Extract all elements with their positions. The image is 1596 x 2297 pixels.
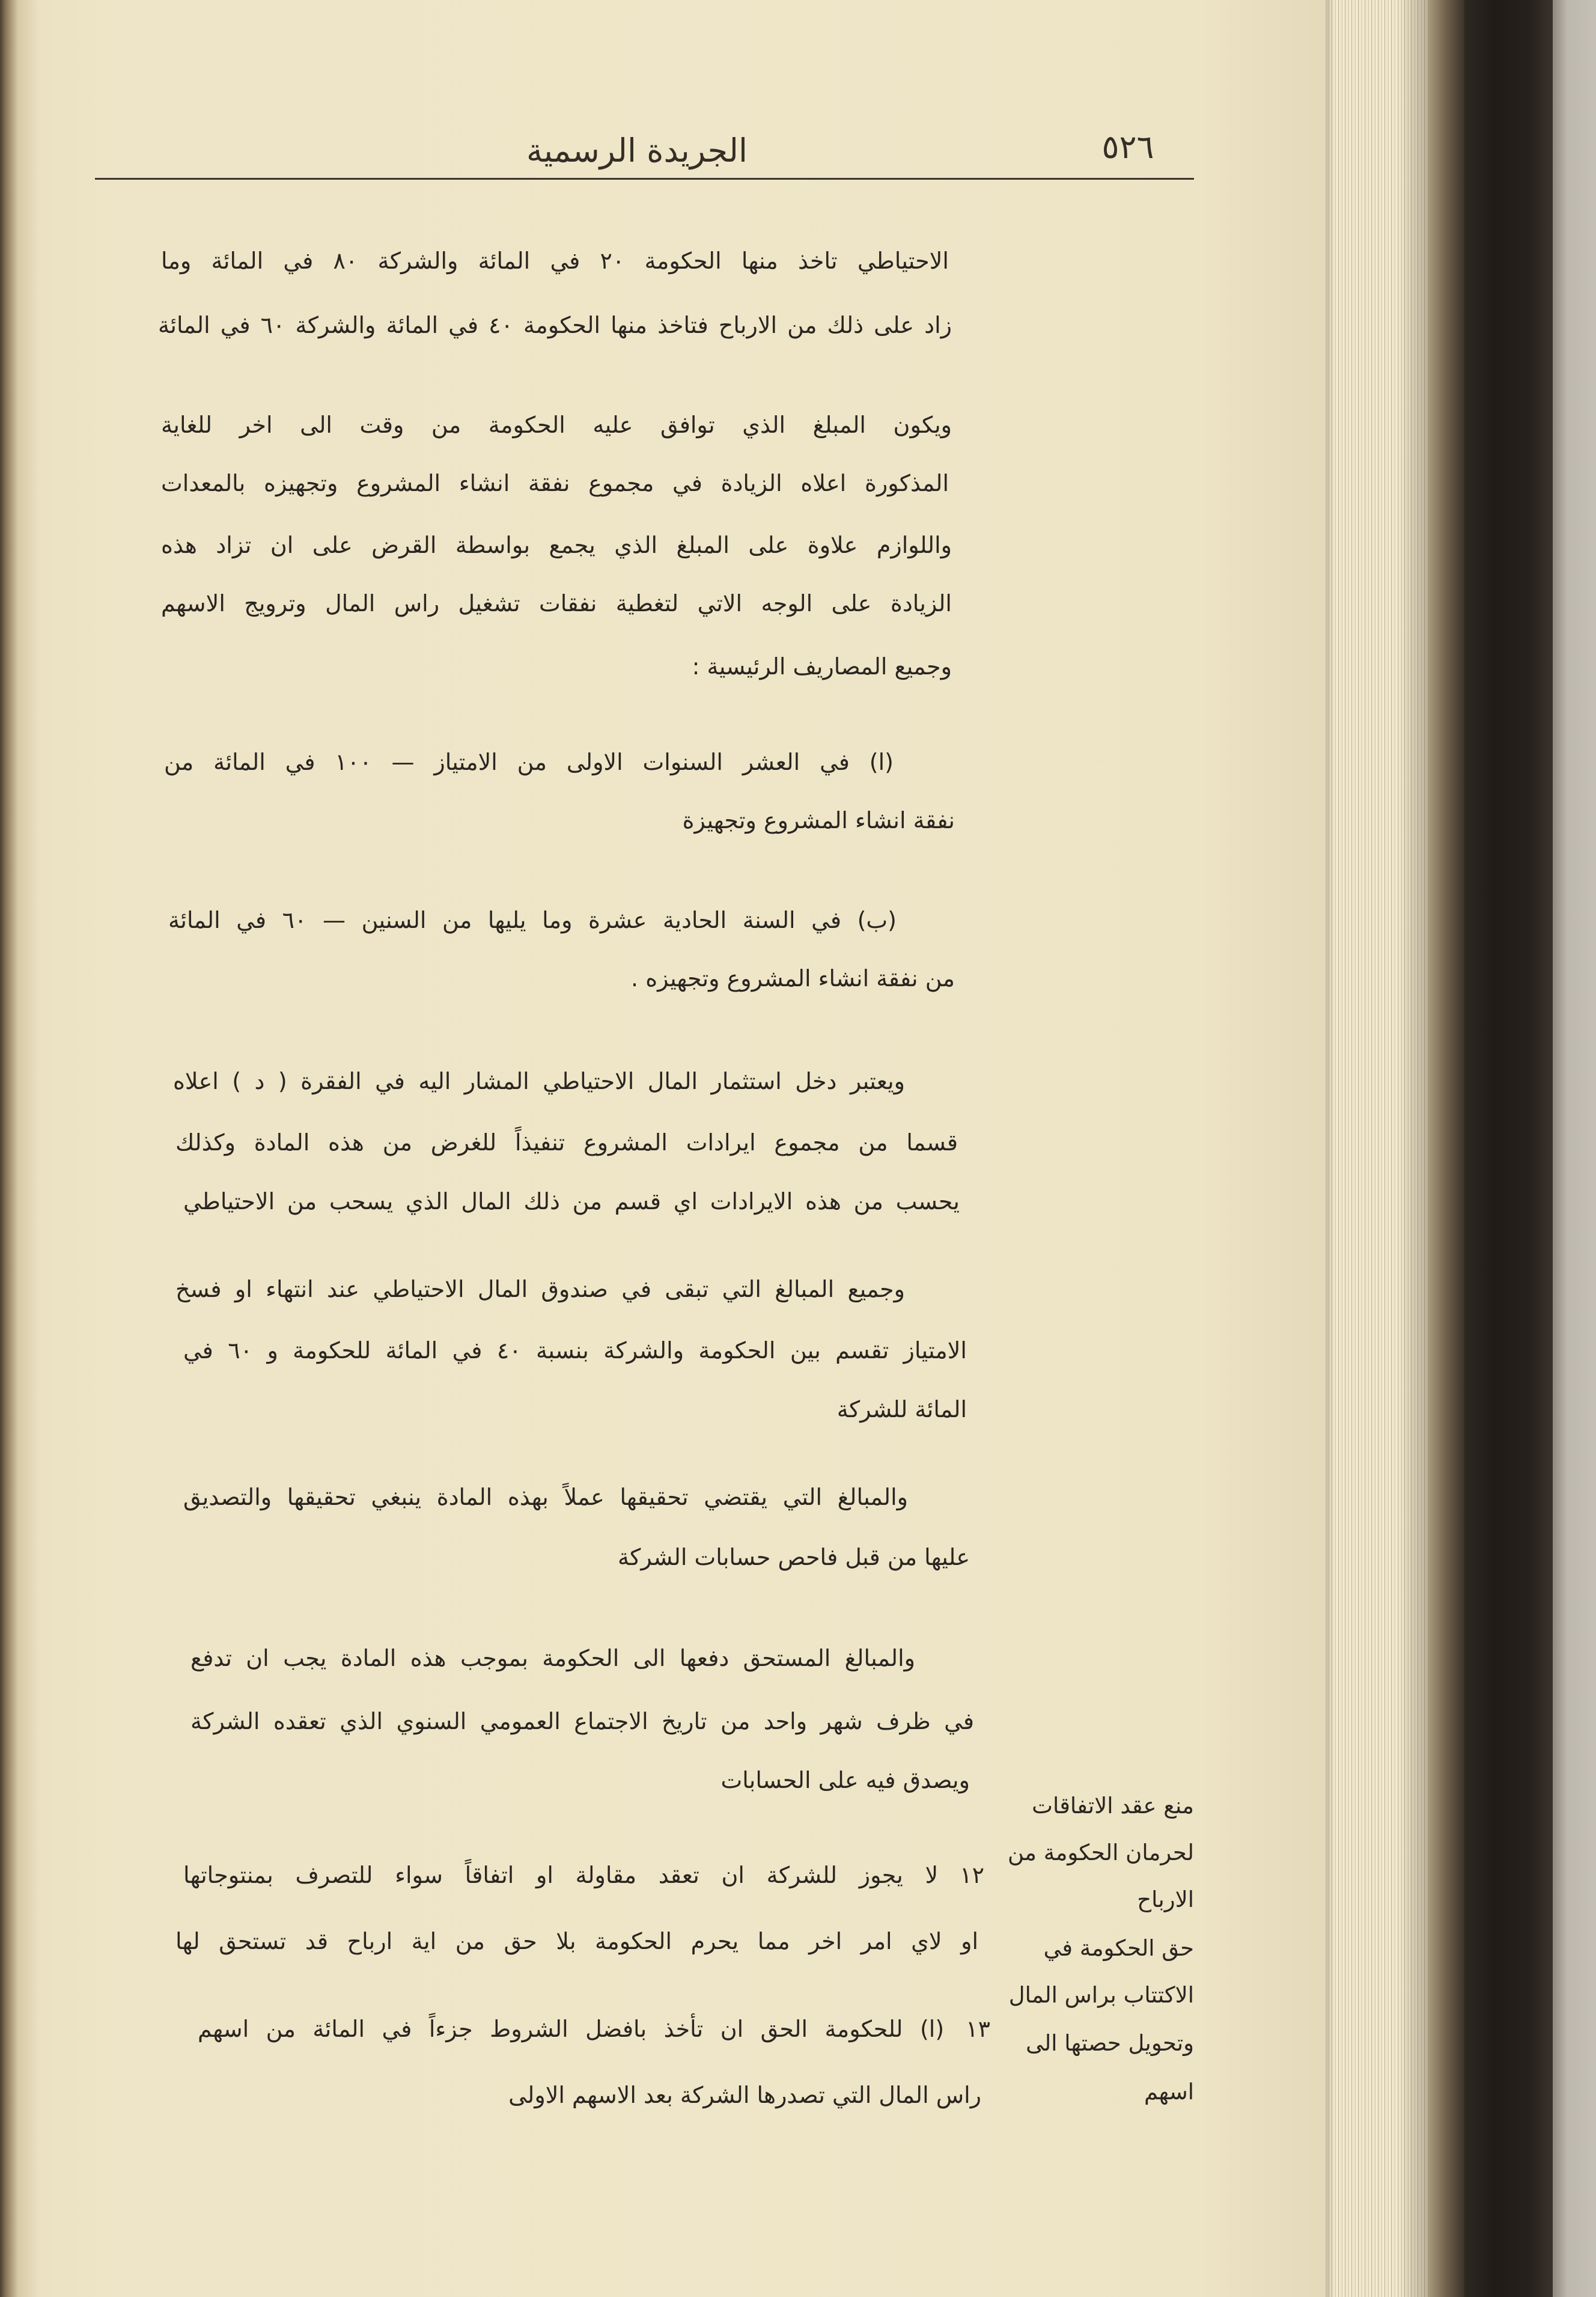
margin-note-line bbox=[999, 1783, 1194, 1829]
running-header-title: الجريدة الرسمية bbox=[526, 132, 748, 169]
line-text: الاحتياطي تاخذ منها الحكومة ٢٠ في المائة والشركة ٨٠ في المائة وما bbox=[161, 248, 949, 274]
line-text: (ا) في العشر السنوات الاولى من الامتياز — ١٠٠ في المائة من bbox=[164, 749, 894, 775]
text-line bbox=[161, 232, 949, 290]
text-line bbox=[186, 1528, 970, 1586]
text-line bbox=[161, 516, 952, 574]
line-text: ويصدق فيه على الحسابات bbox=[720, 1767, 970, 1793]
line-text: الامتياز تقسم بين الحكومة والشركة بنسبة ٤٠ في المائة للحكومة و ٦٠ في bbox=[183, 1337, 967, 1364]
margin-note-line bbox=[999, 2020, 1194, 2067]
margin-note-line bbox=[999, 1876, 1194, 1923]
page-number: ٥٢٦ bbox=[1101, 128, 1154, 166]
line-text: وجميع المصاريف الرئيسية : bbox=[692, 653, 952, 680]
article-text: لا يجوز للشركة ان تعقد مقاولة او اتفاقاً سواء للتصرف بمنتوجاتها bbox=[183, 1862, 939, 1888]
text-line bbox=[164, 792, 955, 849]
margin-note-text: اسهم bbox=[1144, 2079, 1194, 2105]
line-text: ويكون المبلغ الذي توافق عليه الحكومة من وقت الى اخر للغاية bbox=[161, 412, 952, 438]
line-text: واللوازم علاوة على المبلغ الذي يجمع بواسطة القرض على ان تزاد هذه bbox=[161, 532, 952, 558]
text-line bbox=[190, 1692, 974, 1750]
margin-note-line bbox=[999, 1972, 1194, 2019]
line-text: من نفقة انشاء المشروع وتجهيزه . bbox=[631, 965, 955, 992]
text-line bbox=[158, 296, 952, 354]
margin-note-text: وتحويل حصتها الى bbox=[1026, 2030, 1194, 2056]
margin-note-line bbox=[999, 1925, 1194, 1972]
margin-note-line bbox=[999, 2069, 1194, 2115]
margin-note-text: الاكتتاب براس المال bbox=[1008, 1982, 1194, 2008]
line-text: عليها من قبل فاحص حسابات الشركة bbox=[617, 1544, 970, 1570]
line-text: قسما من مجموع ايرادات المشروع تنفيذاً للغرض من هذه المادة وكذلك bbox=[175, 1129, 958, 1156]
text-line bbox=[183, 1468, 908, 1526]
text-line bbox=[173, 1052, 905, 1110]
text-line bbox=[175, 1912, 978, 1970]
text-line bbox=[183, 1322, 967, 1379]
text-line bbox=[164, 950, 955, 1007]
line-text: والمبالغ المستحق دفعها الى الحكومة بموجب هذه المادة يجب ان تدفع bbox=[190, 1645, 915, 1671]
line-text: وجميع المبالغ التي تبقى في صندوق المال الاحتياطي عند انتهاء او فسخ bbox=[175, 1276, 905, 1302]
line-text: يحسب من هذه الايرادات اي قسم من ذلك المال الذي يسحب من الاحتياطي bbox=[183, 1188, 960, 1215]
header-rule bbox=[95, 178, 1194, 180]
article-number: ١٢ bbox=[960, 1862, 984, 1888]
line-text: الزيادة على الوجه الاتي لتغطية نفقات تشغيل راس المال وترويج الاسهم bbox=[161, 590, 952, 617]
text-line bbox=[190, 1751, 970, 1809]
margin-note-text: منع عقد الاتفاقات bbox=[1032, 1793, 1194, 1819]
margin-note-text: لحرمان الحكومة من bbox=[1008, 1840, 1194, 1865]
text-line bbox=[183, 1173, 960, 1230]
line-text: المائة للشركة bbox=[836, 1396, 967, 1423]
text-line bbox=[183, 1846, 984, 1904]
margin-note-text: الارباح bbox=[1137, 1887, 1194, 1912]
line-text: في ظرف شهر واحد من تاريخ الاجتماع العمومي السنوي الذي تعقده الشركة bbox=[190, 1708, 974, 1734]
line-text: (ب) في السنة الحادية عشرة وما يليها من السنين — ٦٠ في المائة bbox=[168, 907, 897, 933]
article-text: (ا) للحكومة الحق ان تأخذ بافضل الشروط جزءاً في المائة من اسهم bbox=[198, 2016, 945, 2042]
margin-note-line bbox=[999, 1829, 1194, 1876]
line-text bbox=[183, 1862, 984, 1888]
text-line bbox=[161, 638, 952, 695]
line-text: او لاي امر اخر مما يحرم الحكومة بلا حق من اية ارباح قد تستحق لها bbox=[175, 1928, 978, 1954]
line-text: زاد على ذلك من الارباح فتاخذ منها الحكومة ٤٠ في المائة والشركة ٦٠ في المائة bbox=[158, 312, 952, 338]
text-line bbox=[175, 1260, 905, 1318]
text-line bbox=[198, 2066, 981, 2124]
line-text bbox=[198, 2016, 990, 2042]
line-text: راس المال التي تصدرها الشركة بعد الاسهم الاولى bbox=[508, 2082, 981, 2108]
text-line bbox=[161, 396, 952, 454]
text-line bbox=[164, 733, 894, 791]
margin-note-text: حق الحكومة في bbox=[1043, 1935, 1194, 1961]
line-text: والمبالغ التي يقتضي تحقيقها عملاً بهذه المادة ينبغي تحقيقها والتصديق bbox=[183, 1484, 908, 1510]
line-text: المذكورة اعلاه الزيادة في مجموع نفقة انشاء المشروع وتجهيزه بالمعدات bbox=[161, 470, 949, 496]
text-line bbox=[198, 2000, 990, 2058]
article-number: ١٣ bbox=[966, 2016, 990, 2042]
text-line bbox=[168, 891, 897, 949]
text-line bbox=[190, 1629, 915, 1687]
line-text: ويعتبر دخل استثمار المال الاحتياطي المشار اليه في الفقرة ( د ) اعلاه bbox=[173, 1068, 905, 1094]
text-line bbox=[161, 575, 952, 632]
text-line bbox=[183, 1380, 967, 1438]
line-text: نفقة انشاء المشروع وتجهيزة bbox=[682, 807, 955, 834]
text-line bbox=[161, 454, 949, 512]
text-line bbox=[175, 1114, 958, 1171]
